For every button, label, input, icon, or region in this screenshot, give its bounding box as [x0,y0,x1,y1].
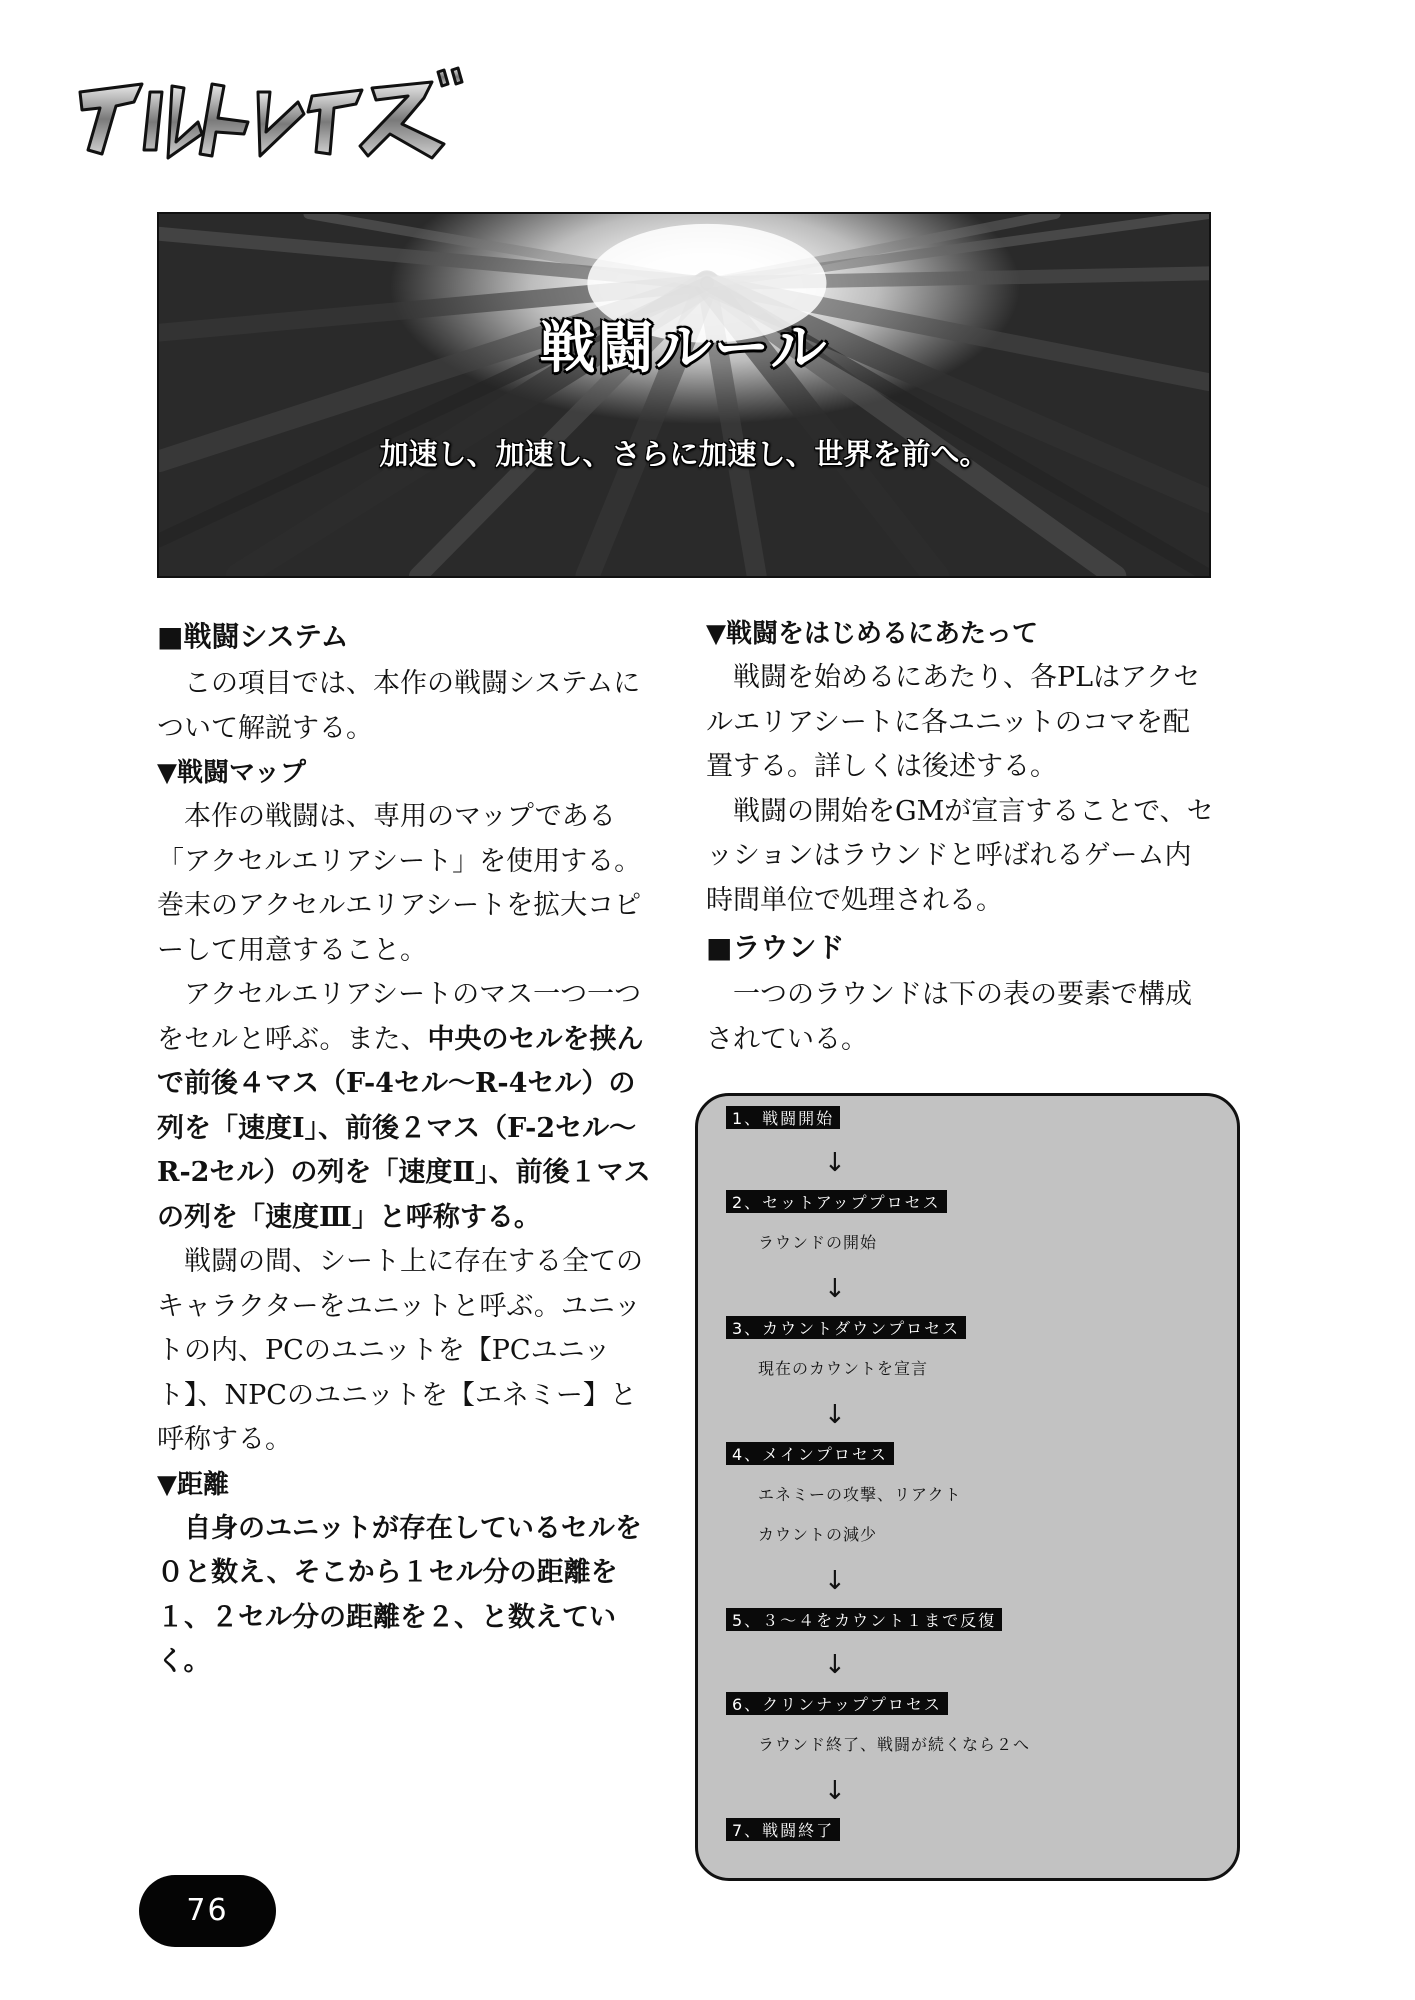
paragraph-map-2-bold: 中央のセルを挟んで前後４マス（F-4セル～R-4セル）の列を「速度Ⅰ」、前後２マス（F-2セル～R-2セル）の列を「速度Ⅱ」、前後１マスの列を「速度Ⅲ」と呼称する。 [157,1023,651,1233]
paragraph-map-2-text: アクセルエリアシートのマス一つ一つをセルと呼ぶ。また、 [157,979,642,1055]
section-heading-combat-system: ■戦闘システム [157,620,349,653]
flow-step-3: 3、カウントダウンプロセス [726,1316,966,1339]
page-number: 76 [139,1875,276,1947]
paragraph-distance: 自身のユニットが存在しているセルを０と数え、そこから１セル分の距離を１、２セル分の距離を２、と数えていく。 [157,1512,642,1677]
flow-step-4-desc-1: エネミーの攻撃、リアクト [758,1485,962,1504]
flow-step-7: 7、戦闘終了 [726,1818,840,1841]
paragraph-map-1: 本作の戦闘は、専用のマップである「アクセルエリアシート」を使用する。巻末のアクセルエリアシートを拡大コピーして用意すること。 [157,801,642,966]
flow-arrow-4: ↓ [824,1566,846,1596]
flow-step-4: 4、メインプロセス [726,1442,894,1465]
chapter-banner [157,212,1211,578]
flow-arrow-1: ↓ [824,1148,846,1178]
subheading-starting-combat: ▼戦闘をはじめるにあたって [706,619,1038,649]
paragraph-start-2: 戦闘の開始をGMが宣言することで、セッションはラウンドと呼ばれるゲーム内時間単位で処理される。 [706,795,1214,916]
chapter-title: 戦闘ルール [539,315,829,381]
paragraph-intro: この項目では、本作の戦闘システムについて解説する。 [157,668,641,744]
flow-step-5: 5、３～４をカウント１まで反復 [726,1608,1002,1631]
flow-step-4-desc-2: カウントの減少 [758,1525,878,1544]
round-flow-chart [695,1093,1240,1881]
right-column [706,612,1216,1062]
flow-arrow-2: ↓ [824,1274,846,1304]
paragraph-round: 一つのラウンドは下の表の要素で構成されている。 [706,979,1192,1055]
chapter-subtitle: 加速し、加速し、さらに加速し、世界を前へ。 [379,437,989,471]
flow-arrow-3: ↓ [824,1400,846,1430]
left-column [157,612,662,1685]
flow-step-2-desc: ラウンドの開始 [758,1233,878,1252]
flow-arrow-5: ↓ [824,1650,846,1680]
game-logo-icon [72,62,472,162]
subheading-distance: ▼距離 [157,1469,229,1500]
flow-step-1: 1、戦闘開始 [726,1106,840,1129]
paragraph-start-1: 戦闘を始めるにあたり、各PLはアクセルエリアシートに各ユニットのコマを配置する。詳しくは後述する。 [706,662,1201,782]
flow-arrow-6: ↓ [824,1776,846,1806]
subheading-combat-map: ▼戦闘マップ [157,758,306,788]
flow-step-6: 6、クリンナッププロセス [726,1692,948,1715]
paragraph-map-3: 戦闘の間、シート上に存在する全てのキャラクターをユニットと呼ぶ。ユニットの内、PCのユニットを【PCユニット】、NPCのユニットを【エネミー】と呼称する。 [157,1246,643,1455]
section-heading-round: ■ラウンド [706,931,845,964]
speed-lines-background-icon [159,214,1209,576]
flow-step-6-desc: ラウンド終了、戦闘が続くなら２へ [758,1735,1031,1754]
paragraph-map-2 [157,973,662,1240]
flow-step-2: 2、セットアッププロセス [726,1190,947,1213]
flow-step-3-desc: 現在のカウントを宣言 [758,1359,929,1378]
